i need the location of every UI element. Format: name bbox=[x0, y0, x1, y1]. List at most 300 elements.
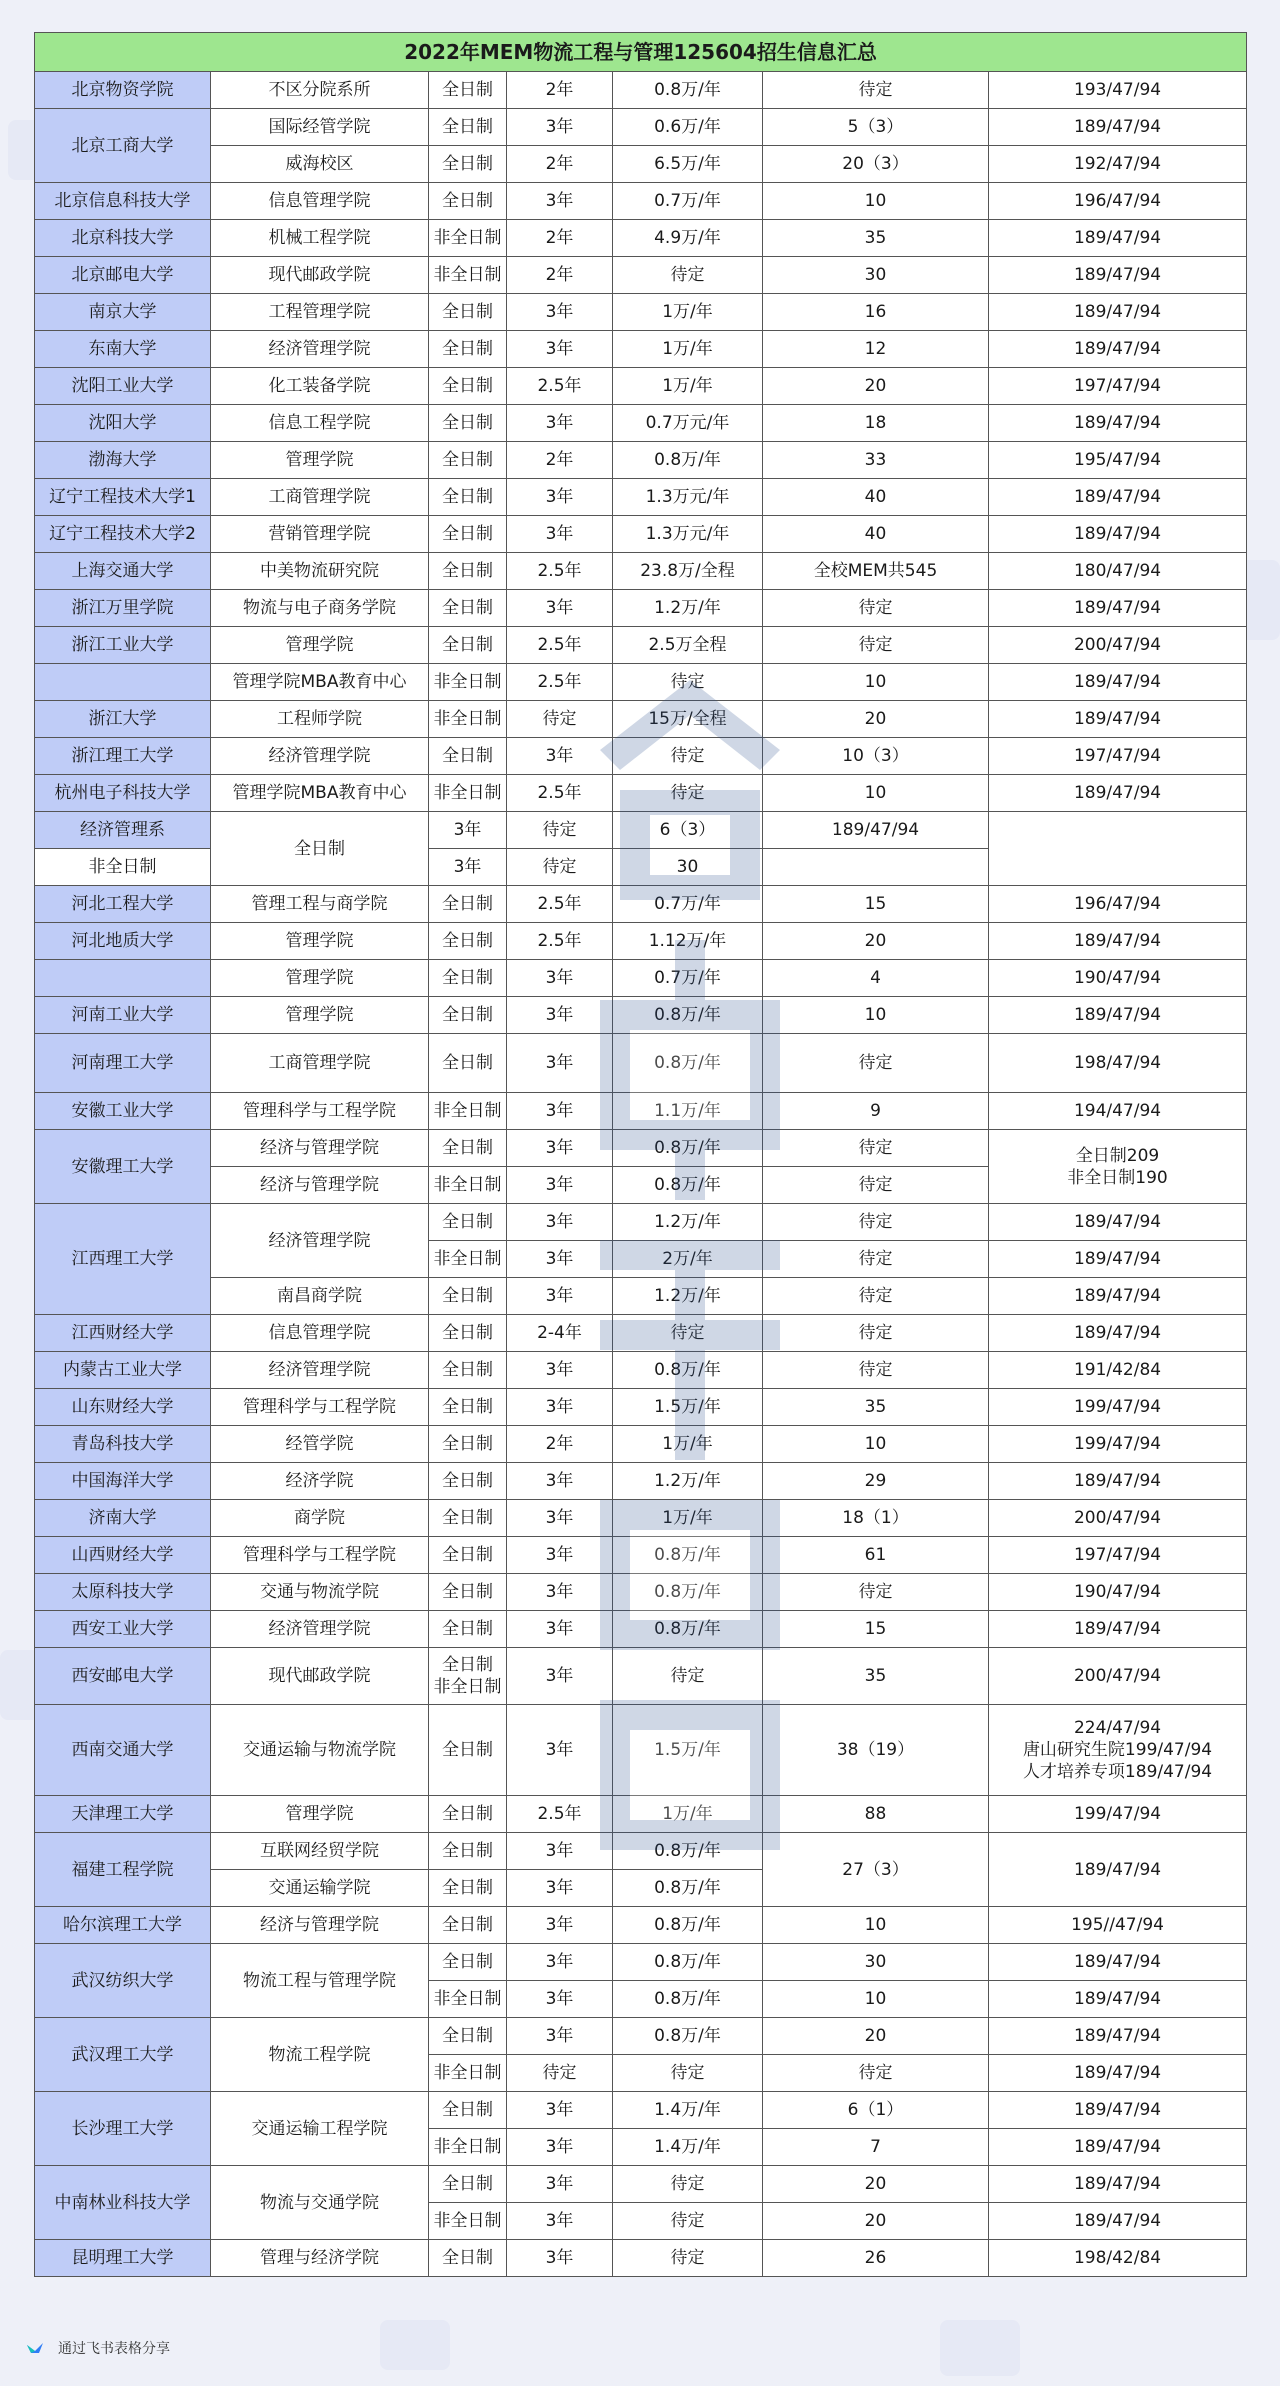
table-cell: 0.8万/年 bbox=[613, 1167, 763, 1204]
table-cell: 0.8万/年 bbox=[613, 442, 763, 479]
table-row bbox=[35, 183, 1247, 220]
table-cell: 3年 bbox=[507, 1574, 613, 1611]
table-cell: 全日制 bbox=[429, 442, 507, 479]
table-cell: 工程管理学院 bbox=[211, 294, 429, 331]
table-cell: 3年 bbox=[507, 1944, 613, 1981]
table-row bbox=[35, 775, 1247, 812]
table-cell: 待定 bbox=[763, 2055, 989, 2092]
table-cell: 29 bbox=[763, 1463, 989, 1500]
table-row bbox=[35, 553, 1247, 590]
table-cell: 0.8万/年 bbox=[613, 72, 763, 109]
table-row bbox=[35, 442, 1247, 479]
table-cell: 全日制 bbox=[429, 1611, 507, 1648]
table-cell: 非全日制 bbox=[429, 1093, 507, 1130]
table-cell: 189/47/94 bbox=[989, 2092, 1247, 2129]
table-cell: 40 bbox=[763, 516, 989, 553]
table-cell: 2.5年 bbox=[507, 664, 613, 701]
table-cell: 3年 bbox=[507, 183, 613, 220]
table-cell: 6（1） bbox=[763, 2092, 989, 2129]
table-cell: 194/47/94 bbox=[989, 1093, 1247, 1130]
background-shape bbox=[380, 2320, 450, 2370]
table-cell: 195/47/94 bbox=[989, 442, 1247, 479]
table-row bbox=[35, 1352, 1247, 1389]
table-row bbox=[35, 368, 1247, 405]
table-cell: 经济与管理学院 bbox=[211, 1907, 429, 1944]
table-cell: 3年 bbox=[507, 2166, 613, 2203]
table-cell: 1.1万/年 bbox=[613, 1093, 763, 1130]
table-cell: 全日制 bbox=[429, 738, 507, 775]
table-cell: 全日制 bbox=[429, 997, 507, 1034]
table-cell: 189/47/94 bbox=[989, 516, 1247, 553]
table-cell: 191/42/84 bbox=[989, 1352, 1247, 1389]
table-cell: 非全日制 bbox=[35, 849, 211, 886]
table-cell: 0.7万元/年 bbox=[613, 405, 763, 442]
table-cell: 1.5万/年 bbox=[613, 1389, 763, 1426]
table-cell: 35 bbox=[763, 1648, 989, 1705]
background-shape bbox=[940, 2320, 1020, 2376]
table-cell: 0.8万/年 bbox=[613, 1352, 763, 1389]
table-cell: 189/47/94 bbox=[763, 812, 989, 849]
table-cell: 197/47/94 bbox=[989, 738, 1247, 775]
table-row bbox=[35, 2092, 1247, 2129]
table-row bbox=[35, 923, 1247, 960]
table-cell: 全日制 bbox=[429, 1944, 507, 1981]
table-cell: 待定 bbox=[763, 1130, 989, 1167]
table-cell: 189/47/94 bbox=[989, 2203, 1247, 2240]
table-cell: 待定 bbox=[763, 1204, 989, 1241]
table-cell: 16 bbox=[763, 294, 989, 331]
table-cell: 180/47/94 bbox=[989, 553, 1247, 590]
table-cell: 待定 bbox=[613, 738, 763, 775]
table-cell: 197/47/94 bbox=[989, 1537, 1247, 1574]
table-cell: 待定 bbox=[507, 701, 613, 738]
table-cell: 经济与管理学院 bbox=[211, 1130, 429, 1167]
table-row bbox=[35, 1907, 1247, 1944]
table-cell: 机械工程学院 bbox=[211, 220, 429, 257]
table-cell: 1.2万/年 bbox=[613, 1463, 763, 1500]
table-cell: 全日制 bbox=[429, 1389, 507, 1426]
table-cell: 10 bbox=[763, 183, 989, 220]
table-cell: 全日制 bbox=[429, 1278, 507, 1315]
table-row bbox=[35, 479, 1247, 516]
cell-line: 非全日制190 bbox=[1067, 1167, 1168, 1188]
table-cell: 189/47/94 bbox=[989, 1241, 1247, 1278]
school-cell: 东南大学 bbox=[35, 331, 211, 368]
table-cell: 全日制 bbox=[429, 886, 507, 923]
table-cell: 全日制 bbox=[429, 1130, 507, 1167]
table-row bbox=[35, 1796, 1247, 1833]
table-cell: 全日制 bbox=[429, 1034, 507, 1093]
table-cell: 全日制 bbox=[429, 146, 507, 183]
table-cell: 3年 bbox=[507, 1167, 613, 1204]
table-cell: 189/47/94 bbox=[989, 2018, 1247, 2055]
cell-line: 人才培养专项189/47/94 bbox=[1022, 1762, 1213, 1782]
table-cell: 1万/年 bbox=[613, 331, 763, 368]
table-cell: 全日制 bbox=[429, 1705, 507, 1796]
table-cell: 3年 bbox=[507, 516, 613, 553]
feishu-logo-icon bbox=[26, 2341, 44, 2355]
table-row bbox=[35, 1833, 1247, 1870]
table-cell: 189/47/94 bbox=[989, 479, 1247, 516]
table-cell: 互联网经贸学院 bbox=[211, 1833, 429, 1870]
table-cell: 200/47/94 bbox=[989, 1648, 1247, 1705]
school-cell: 河北工程大学 bbox=[35, 886, 211, 923]
table-row bbox=[35, 146, 1247, 183]
table-cell: 20 bbox=[763, 923, 989, 960]
table-cell: 2年 bbox=[507, 442, 613, 479]
school-cell: 北京信息科技大学 bbox=[35, 183, 211, 220]
table-row bbox=[35, 516, 1247, 553]
table-cell: 199/47/94 bbox=[989, 1426, 1247, 1463]
table-cell: 0.8万/年 bbox=[613, 997, 763, 1034]
table-cell: 3年 bbox=[507, 479, 613, 516]
table-cell bbox=[989, 1130, 1247, 1204]
table-cell: 待定 bbox=[613, 257, 763, 294]
table-cell: 全日制 bbox=[429, 1574, 507, 1611]
table-cell: 物流工程与管理学院 bbox=[211, 1944, 429, 2018]
school-cell bbox=[35, 664, 211, 701]
table-cell: 0.8万/年 bbox=[613, 1907, 763, 1944]
table-cell: 189/47/94 bbox=[989, 331, 1247, 368]
table-cell: 1万/年 bbox=[613, 368, 763, 405]
table-cell: 交通运输工程学院 bbox=[211, 2092, 429, 2166]
table-cell: 1万/年 bbox=[613, 1796, 763, 1833]
school-cell: 上海交通大学 bbox=[35, 553, 211, 590]
table-cell: 1.4万/年 bbox=[613, 2092, 763, 2129]
table-cell: 0.8万/年 bbox=[613, 1833, 763, 1870]
table-cell: 全日制 bbox=[429, 109, 507, 146]
table-cell: 10（3） bbox=[763, 738, 989, 775]
table-row bbox=[35, 1130, 1247, 1167]
table-row bbox=[35, 1574, 1247, 1611]
table-cell: 待定 bbox=[507, 849, 613, 886]
table-cell: 待定 bbox=[613, 775, 763, 812]
school-cell: 江西理工大学 bbox=[35, 1204, 211, 1315]
table-cell: 管理工程与商学院 bbox=[211, 886, 429, 923]
table-cell: 38（19） bbox=[763, 1705, 989, 1796]
table-cell: 3年 bbox=[507, 1389, 613, 1426]
table-cell: 2.5年 bbox=[507, 627, 613, 664]
school-cell: 经济管理系 bbox=[35, 812, 211, 849]
table-cell: 全日制 bbox=[429, 405, 507, 442]
table-cell: 信息工程学院 bbox=[211, 405, 429, 442]
table-cell: 0.7万/年 bbox=[613, 960, 763, 997]
school-cell: 浙江理工大学 bbox=[35, 738, 211, 775]
table-cell bbox=[989, 812, 1247, 886]
table-row bbox=[35, 2018, 1247, 2055]
table-cell: 2万/年 bbox=[613, 1241, 763, 1278]
table-cell bbox=[429, 1648, 507, 1705]
table-cell: 0.8万/年 bbox=[613, 1130, 763, 1167]
table-row bbox=[35, 257, 1247, 294]
table-cell: 物流工程学院 bbox=[211, 2018, 429, 2092]
table-cell bbox=[989, 1705, 1247, 1796]
table-cell: 管理学院 bbox=[211, 997, 429, 1034]
school-cell: 哈尔滨理工大学 bbox=[35, 1907, 211, 1944]
table-row bbox=[35, 2240, 1247, 2277]
table-cell: 189/47/94 bbox=[989, 1944, 1247, 1981]
table-cell: 全日制 bbox=[429, 1204, 507, 1241]
table-cell: 189/47/94 bbox=[989, 220, 1247, 257]
table-cell: 1.5万/年 bbox=[613, 1705, 763, 1796]
table-cell: 10 bbox=[763, 775, 989, 812]
cell-line: 唐山研究生院199/47/94 bbox=[1022, 1740, 1213, 1760]
table-row bbox=[35, 294, 1247, 331]
table-cell: 0.8万/年 bbox=[613, 1981, 763, 2018]
table-cell: 管理学院 bbox=[211, 442, 429, 479]
table-cell: 189/47/94 bbox=[989, 701, 1247, 738]
table-cell: 待定 bbox=[613, 664, 763, 701]
table-cell: 2.5年 bbox=[507, 923, 613, 960]
table-cell: 3年 bbox=[507, 2240, 613, 2277]
table-cell: 1.4万/年 bbox=[613, 2129, 763, 2166]
table-cell: 200/47/94 bbox=[989, 1500, 1247, 1537]
table-cell: 待定 bbox=[763, 1315, 989, 1352]
table-cell: 全日制 bbox=[429, 1833, 507, 1870]
spreadsheet bbox=[34, 32, 1246, 2277]
table-cell: 2.5万全程 bbox=[613, 627, 763, 664]
table-row bbox=[35, 1537, 1247, 1574]
table-cell: 全日制 bbox=[429, 72, 507, 109]
table-cell: 0.8万/年 bbox=[613, 1574, 763, 1611]
table-row bbox=[35, 1944, 1247, 1981]
table-cell: 200/47/94 bbox=[989, 627, 1247, 664]
school-cell: 河南理工大学 bbox=[35, 1034, 211, 1093]
table-cell: 15 bbox=[763, 886, 989, 923]
table-cell: 20 bbox=[763, 2203, 989, 2240]
school-cell: 天津理工大学 bbox=[35, 1796, 211, 1833]
table-cell: 3年 bbox=[507, 1093, 613, 1130]
table-cell: 管理学院 bbox=[211, 960, 429, 997]
table-row bbox=[35, 590, 1247, 627]
table-cell: 35 bbox=[763, 1389, 989, 1426]
table-cell: 27（3） bbox=[763, 1833, 989, 1907]
table-cell: 非全日制 bbox=[429, 257, 507, 294]
table-cell: 189/47/94 bbox=[989, 1611, 1247, 1648]
table-row bbox=[35, 1315, 1247, 1352]
table-cell: 3年 bbox=[507, 1870, 613, 1907]
table-cell: 3年 bbox=[507, 1034, 613, 1093]
table-cell: 待定 bbox=[613, 2166, 763, 2203]
table-cell: 189/47/94 bbox=[989, 775, 1247, 812]
table-cell: 199/47/94 bbox=[989, 1389, 1247, 1426]
table-cell: 3年 bbox=[507, 1241, 613, 1278]
table-cell: 待定 bbox=[763, 1352, 989, 1389]
table-cell: 全日制 bbox=[429, 479, 507, 516]
table-cell: 3年 bbox=[507, 1500, 613, 1537]
table-cell: 0.8万/年 bbox=[613, 1611, 763, 1648]
school-cell: 浙江万里学院 bbox=[35, 590, 211, 627]
table-cell: 10 bbox=[763, 1981, 989, 2018]
table-cell: 61 bbox=[763, 1537, 989, 1574]
table-cell: 交通运输学院 bbox=[211, 1870, 429, 1907]
table-cell: 33 bbox=[763, 442, 989, 479]
school-cell: 青岛科技大学 bbox=[35, 1426, 211, 1463]
table-cell: 12 bbox=[763, 331, 989, 368]
table-row bbox=[35, 405, 1247, 442]
table-cell: 经济管理学院 bbox=[211, 1611, 429, 1648]
table-cell: 经济管理学院 bbox=[211, 1204, 429, 1278]
school-cell: 安徽工业大学 bbox=[35, 1093, 211, 1130]
table-row bbox=[35, 997, 1247, 1034]
table-row bbox=[35, 331, 1247, 368]
table-cell: 管理学院MBA教育中心 bbox=[211, 775, 429, 812]
table-cell: 3年 bbox=[507, 1648, 613, 1705]
table-cell: 189/47/94 bbox=[989, 109, 1247, 146]
table-cell: 2年 bbox=[507, 1426, 613, 1463]
table-cell: 国际经管学院 bbox=[211, 109, 429, 146]
table-cell: 3年 bbox=[507, 1204, 613, 1241]
table-cell: 189/47/94 bbox=[989, 294, 1247, 331]
table-cell: 非全日制 bbox=[429, 664, 507, 701]
table-row bbox=[35, 1093, 1247, 1130]
table-cell: 管理学院 bbox=[211, 1796, 429, 1833]
table-cell: 3年 bbox=[507, 2203, 613, 2240]
table-cell: 196/47/94 bbox=[989, 886, 1247, 923]
table-cell: 189/47/94 bbox=[989, 1833, 1247, 1907]
table-cell: 全日制 bbox=[429, 590, 507, 627]
table-cell: 化工装备学院 bbox=[211, 368, 429, 405]
table-cell: 2年 bbox=[507, 257, 613, 294]
table-cell: 30 bbox=[613, 849, 763, 886]
share-text: 通过飞书表格分享 bbox=[58, 2341, 170, 2357]
table-row bbox=[35, 2166, 1247, 2203]
table-cell: 2-4年 bbox=[507, 1315, 613, 1352]
table-cell: 3年 bbox=[507, 960, 613, 997]
table-row bbox=[35, 812, 1247, 849]
table-row bbox=[35, 1389, 1247, 1426]
table-cell: 待定 bbox=[763, 1278, 989, 1315]
table-cell: 189/47/94 bbox=[989, 1463, 1247, 1500]
table-cell: 现代邮政学院 bbox=[211, 257, 429, 294]
table-cell: 0.8万/年 bbox=[613, 1870, 763, 1907]
table-cell: 4 bbox=[763, 960, 989, 997]
table-cell: 2.5年 bbox=[507, 775, 613, 812]
table-cell: 189/47/94 bbox=[989, 590, 1247, 627]
table-cell: 待定 bbox=[763, 1167, 989, 1204]
table-cell: 3年 bbox=[507, 1352, 613, 1389]
table-cell: 全日制 bbox=[429, 1500, 507, 1537]
footer bbox=[26, 2338, 170, 2358]
cell-line: 全日制 bbox=[442, 1655, 493, 1675]
table-cell: 威海校区 bbox=[211, 146, 429, 183]
table-cell: 经济学院 bbox=[211, 1463, 429, 1500]
table-cell: 198/42/84 bbox=[989, 2240, 1247, 2277]
table-cell: 管理学院 bbox=[211, 923, 429, 960]
table-cell: 全日制 bbox=[211, 812, 429, 886]
school-cell: 北京物资学院 bbox=[35, 72, 211, 109]
table-cell: 198/47/94 bbox=[989, 1034, 1247, 1093]
table-cell: 195//47/94 bbox=[989, 1907, 1247, 1944]
table-cell: 待定 bbox=[613, 2055, 763, 2092]
table-cell: 不区分院系所 bbox=[211, 72, 429, 109]
table-cell: 全日制 bbox=[429, 1870, 507, 1907]
school-cell: 武汉纺织大学 bbox=[35, 1944, 211, 2018]
table-cell: 197/47/94 bbox=[989, 368, 1247, 405]
table-cell: 3年 bbox=[507, 590, 613, 627]
cell-line: 224/47/94 bbox=[1073, 1718, 1162, 1738]
table-cell: 5（3） bbox=[763, 109, 989, 146]
table-cell: 189/47/94 bbox=[989, 2129, 1247, 2166]
table-cell: 全日制 bbox=[429, 2166, 507, 2203]
admission-table bbox=[34, 32, 1247, 2277]
table-cell: 3年 bbox=[429, 812, 507, 849]
table-row bbox=[35, 1426, 1247, 1463]
table-cell: 20（3） bbox=[763, 146, 989, 183]
table-cell: 管理科学与工程学院 bbox=[211, 1389, 429, 1426]
table-cell: 0.8万/年 bbox=[613, 1537, 763, 1574]
table-cell: 待定 bbox=[763, 627, 989, 664]
table-row bbox=[35, 960, 1247, 997]
table-cell: 3年 bbox=[507, 2092, 613, 2129]
table-cell: 3年 bbox=[507, 1705, 613, 1796]
school-cell: 山西财经大学 bbox=[35, 1537, 211, 1574]
table-row bbox=[35, 1500, 1247, 1537]
table-row bbox=[35, 1463, 1247, 1500]
table-cell: 全日制 bbox=[429, 553, 507, 590]
table-cell: 3年 bbox=[507, 294, 613, 331]
school-cell: 沈阳工业大学 bbox=[35, 368, 211, 405]
table-cell: 196/47/94 bbox=[989, 183, 1247, 220]
table-cell: 3年 bbox=[507, 109, 613, 146]
cell-line: 非全日制 bbox=[433, 1677, 502, 1697]
table-cell: 经管学院 bbox=[211, 1426, 429, 1463]
school-cell: 北京工商大学 bbox=[35, 109, 211, 183]
table-cell: 全日制 bbox=[429, 1426, 507, 1463]
table-row bbox=[35, 886, 1247, 923]
table-row bbox=[35, 109, 1247, 146]
school-cell: 西安工业大学 bbox=[35, 1611, 211, 1648]
table-cell: 待定 bbox=[507, 812, 613, 849]
table-cell: 189/47/94 bbox=[989, 997, 1247, 1034]
table-cell: 非全日制 bbox=[429, 1241, 507, 1278]
table-cell: 全日制 bbox=[429, 331, 507, 368]
table-row bbox=[35, 1278, 1247, 1315]
school-cell: 山东财经大学 bbox=[35, 1389, 211, 1426]
table-cell: 全校MEM共545 bbox=[763, 553, 989, 590]
table-cell: 3年 bbox=[507, 997, 613, 1034]
table-cell: 35 bbox=[763, 220, 989, 257]
table-cell: 1万/年 bbox=[613, 1500, 763, 1537]
school-cell: 济南大学 bbox=[35, 1500, 211, 1537]
table-cell: 0.8万/年 bbox=[613, 1034, 763, 1093]
table-cell: 工程师学院 bbox=[211, 701, 429, 738]
table-cell: 经济与管理学院 bbox=[211, 1167, 429, 1204]
school-cell: 西安邮电大学 bbox=[35, 1648, 211, 1705]
school-cell: 渤海大学 bbox=[35, 442, 211, 479]
school-cell: 福建工程学院 bbox=[35, 1833, 211, 1907]
school-cell: 北京邮电大学 bbox=[35, 257, 211, 294]
table-cell: 管理与经济学院 bbox=[211, 2240, 429, 2277]
table-cell: 20 bbox=[763, 701, 989, 738]
school-cell: 中国海洋大学 bbox=[35, 1463, 211, 1500]
table-row bbox=[35, 738, 1247, 775]
table-cell: 待定 bbox=[613, 1315, 763, 1352]
cell-line: 全日制209 bbox=[1075, 1145, 1160, 1166]
table-cell: 3年 bbox=[507, 738, 613, 775]
school-cell: 沈阳大学 bbox=[35, 405, 211, 442]
table-cell: 189/47/94 bbox=[989, 2166, 1247, 2203]
table-cell: 非全日制 bbox=[429, 775, 507, 812]
table-cell: 199/47/94 bbox=[989, 1796, 1247, 1833]
table-cell: 待定 bbox=[763, 590, 989, 627]
table-cell: 交通与物流学院 bbox=[211, 1574, 429, 1611]
school-cell: 辽宁工程技术大学2 bbox=[35, 516, 211, 553]
table-cell: 3年 bbox=[507, 405, 613, 442]
table-cell: 1.2万/年 bbox=[613, 590, 763, 627]
table-row bbox=[35, 1204, 1247, 1241]
table-cell: 信息管理学院 bbox=[211, 1315, 429, 1352]
